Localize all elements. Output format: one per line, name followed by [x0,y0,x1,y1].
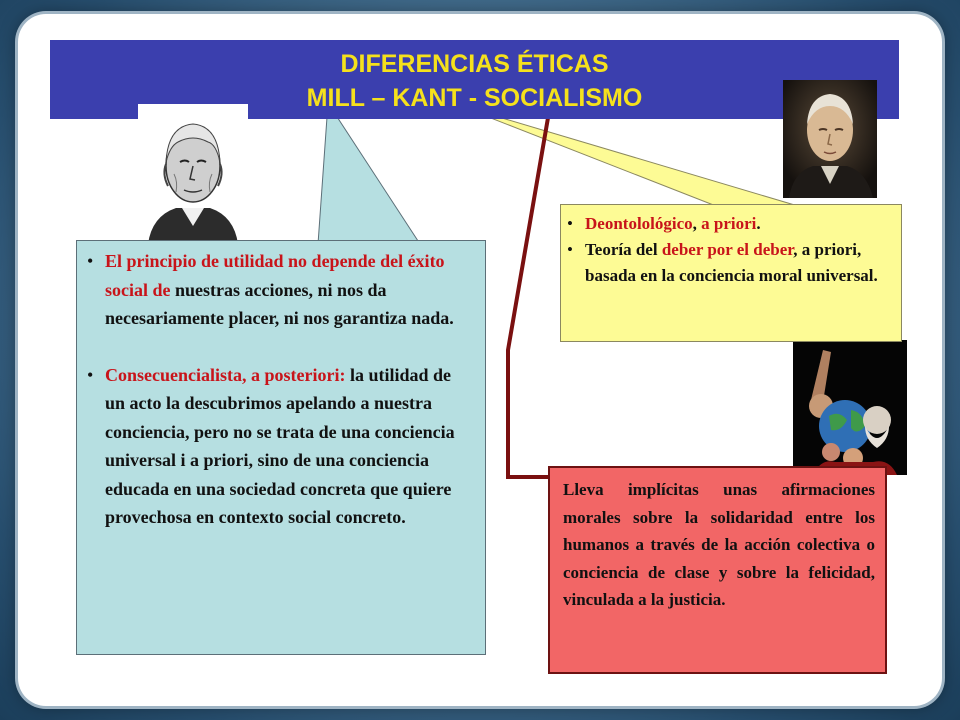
kant-a-priori-label: a priori [701,214,757,233]
portrait-mill [138,104,248,244]
kant-deontological-label: Deontolológico [585,214,693,233]
kant-description-box [560,204,902,342]
socialism-text: Lleva implícitas unas afirmaciones morales sobre la solidaridad entre los humanos a través de la acción colectiva o conciencia de clase y sobre la felicidad, vinculada a la justicia. [563,480,875,609]
kant-duty-highlight: deber por el deber [661,240,794,259]
kant-bullet-separator: , [692,214,702,233]
mill-callout-wedge [318,103,420,244]
mill-bullet-consequentialist-text: la utilidad de un acto la descubrimos apelando a nuestra conciencia, pero no se trata de una conciencia universal i a priori, sino de una conciencia educada en una sociedad concreta que quiere provechosa en contexto social concreto. [105,364,455,527]
title-line-1: DIFERENCIAS ÉTICAS [340,50,609,78]
kant-callout-wedge [455,104,798,206]
mill-bullet-utility [87,247,473,333]
mill-bullet-utility-highlight: El principio de utilidad no depende del éxito social de [105,251,445,300]
portrait-socialism-collage [793,340,907,475]
mill-bullet-utility-text: nuestras acciones, ni nos da necesariamente placer, ni nos garantiza nada. [105,279,454,328]
kant-bullet-end: . [756,214,761,233]
title-line-2: MILL – KANT - SOCIALISMO [306,84,643,112]
socialism-connector-line [508,112,552,477]
kant-duty-text: , a priori, basada en la conciencia moral universal. [585,240,878,285]
portrait-kant [783,80,877,198]
mill-bullet-consequentialist [87,361,473,532]
kant-duty-prefix: Teoría del [585,240,662,259]
mill-bullet-consequentialist-highlight: Consecuencialista, a posteriori: [105,364,346,385]
socialism-description-box [548,466,887,674]
kant-bullet-duty [567,237,893,289]
mill-description-box [76,240,486,655]
kant-bullet-deontological [567,211,893,237]
